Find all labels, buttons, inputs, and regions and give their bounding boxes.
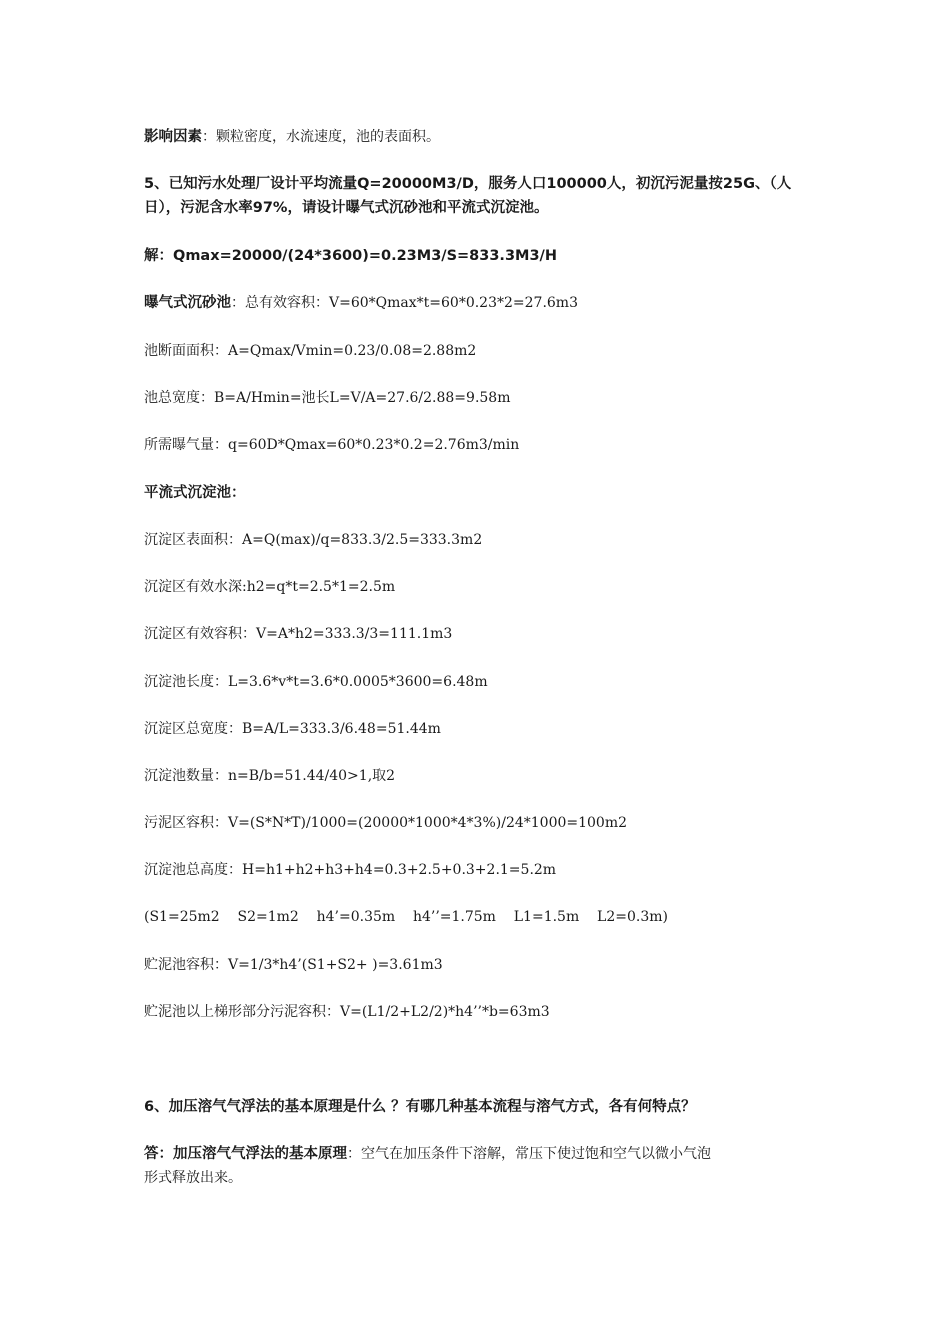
answer6-line2: 形式释放出来。	[144, 1170, 242, 1186]
question5-line2: 日），污泥含水率97%，请设计曝气式沉砂池和平流式沉淀池。	[144, 200, 549, 216]
calc-line-aeration: 所需曝气量：q=60D*Qmax=60*0.23*0.2=2.76m3/min	[144, 437, 520, 453]
calc-line-width: 池总宽度：B=A/Hmin=池长L=V/A=27.6/2.88=9.58m	[144, 390, 511, 406]
horizontal-line-total-height: 沉淀池总高度：H=h1+h2+h3+h4=0.3+2.5+0.3+2.1=5.2m	[144, 862, 557, 878]
horizontal-line-count: 沉淀池数量：n=B/b=51.44/40>1,取2	[144, 768, 396, 784]
horizontal-line-total-width: 沉淀区总宽度：B=A/L=333.3/6.48=51.44m	[144, 721, 441, 737]
answer6-text: ：空气在加压条件下溶解，常压下使过饱和空气以微小气泡	[347, 1146, 711, 1162]
calc-line-area: 池断面面积：A=Qmax/Vmin=0.23/0.08=2.88m2	[144, 343, 477, 359]
aerated-grit-paragraph	[144, 291, 814, 315]
horizontal-tank-heading: 平流式沉淀池：	[144, 485, 246, 501]
horizontal-line-sludge-volume: 污泥区容积：V=(S*N*T)/1000=(20000*1000*4*3%)/24*1000=100m2	[144, 815, 628, 831]
horizontal-line-water-depth: 沉淀区有效水深:h2=q*t=2.5*1=2.5m	[144, 579, 396, 595]
factors-paragraph	[144, 125, 814, 149]
answer6-label: 答：加压溶气气浮法的基本原理	[144, 1146, 347, 1162]
horizontal-line-parameters: (S1=25m2 S2=1m2 h4’=0.35m h4’’=1.75m L1=1.5m L2=0.3m)	[144, 909, 668, 925]
factors-text: ：颗粒密度，水流速度，池的表面积。	[202, 129, 440, 145]
horizontal-line-hopper-volume: 贮泥池容积：V=1/3*h4’(S1+S2+ )=3.61m3	[144, 957, 443, 973]
question5-line1: 5、已知污水处理厂设计平均流量Q=20000M3/D，服务人口100000人，初沉污泥量按25G、（人	[144, 176, 792, 192]
solution-line: 解：Qmax=20000/(24*3600)=0.23M3/S=833.3M3/H	[144, 248, 557, 264]
horizontal-line-trapezoid-volume: 贮泥池以上梯形部分污泥容积：V=(L1/2+L2/2)*h4’’*b=63m3	[144, 1004, 550, 1020]
horizontal-line-surface-area: 沉淀区表面积：A=Q(max)/q=833.3/2.5=333.3m2	[144, 532, 483, 548]
answer6-line1	[144, 1142, 814, 1166]
question6-line: 6、加压溶气气浮法的基本原理是什么 ？有哪几种基本流程与溶气方式，各有何特点？	[144, 1099, 696, 1115]
aerated-grit-text: ：总有效容积：V=60*Qmax*t=60*0.23*2=27.6m3	[231, 295, 578, 311]
horizontal-line-effective-volume: 沉淀区有效容积：V=A*h2=333.3/3=111.1m3	[144, 626, 453, 642]
aerated-grit-label: 曝气式沉砂池	[144, 295, 231, 311]
factors-label: 影响因素	[144, 129, 202, 145]
horizontal-line-length: 沉淀池长度：L=3.6*v*t=3.6*0.0005*3600=6.48m	[144, 674, 488, 690]
